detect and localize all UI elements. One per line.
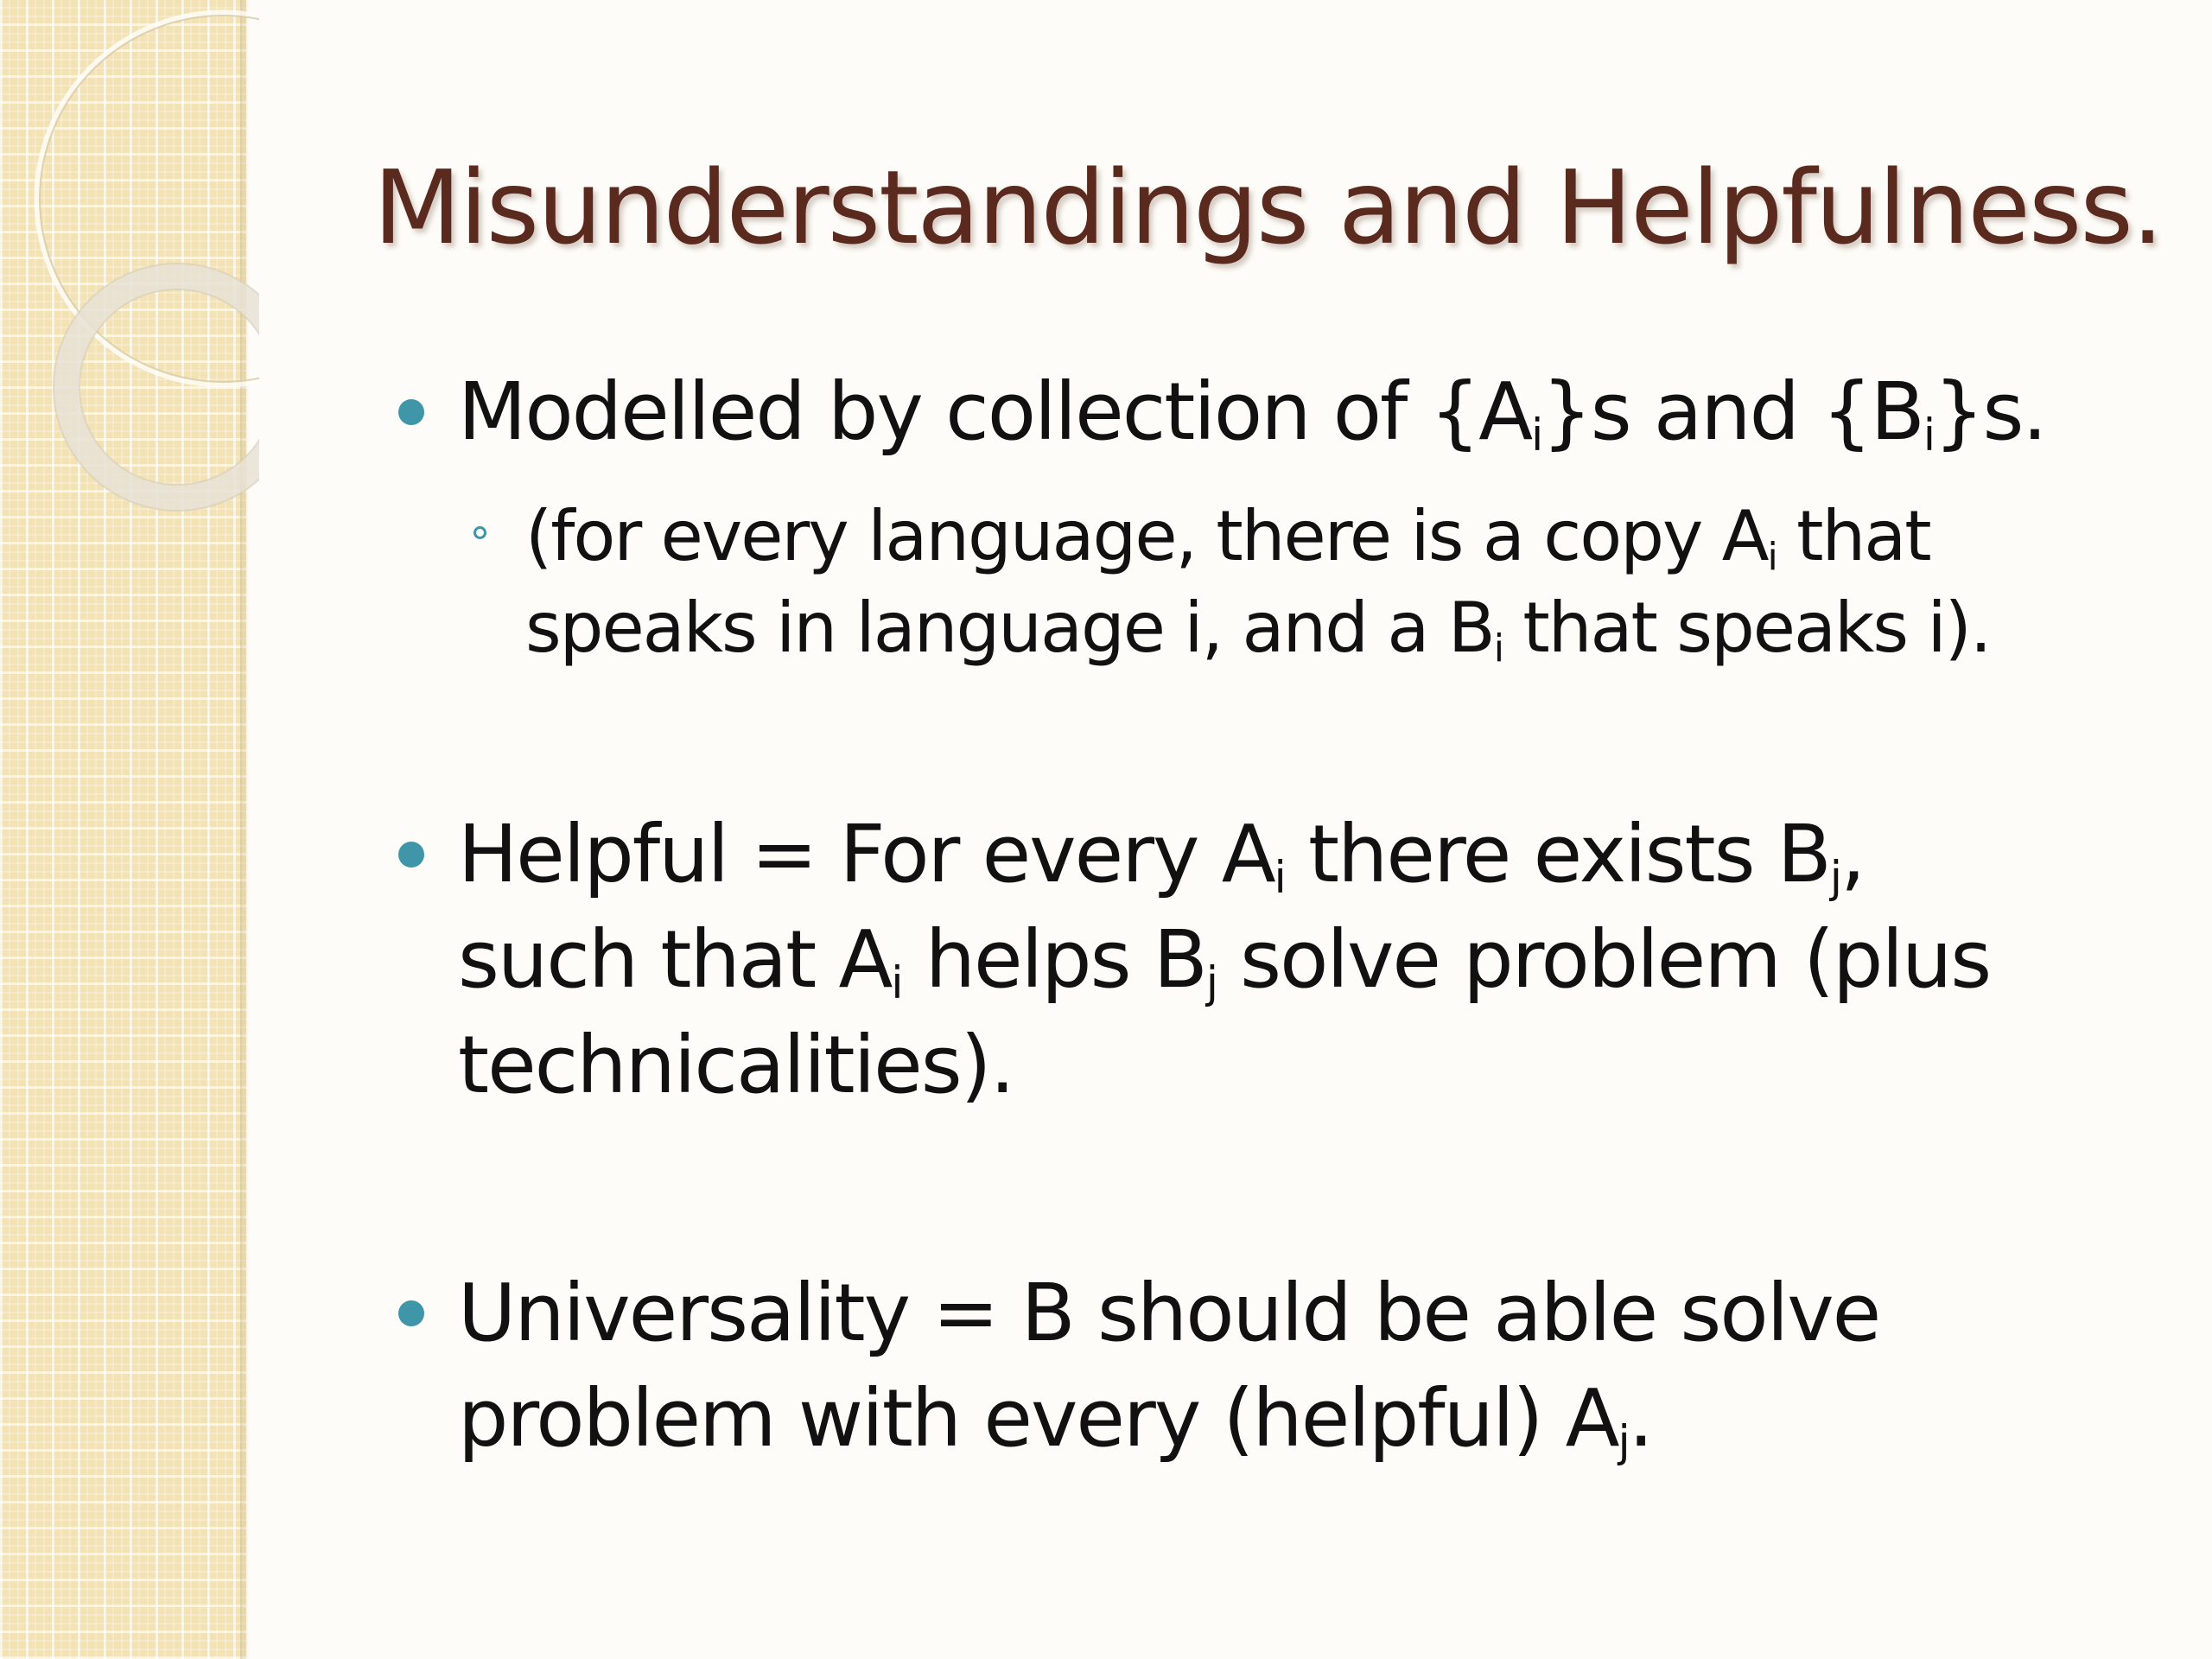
bullet-dot-icon [398,842,424,868]
sub-bullet-item [525,491,2133,674]
text-run: Helpful = For every A [458,808,1274,900]
subscript: j [1205,957,1217,1008]
sub-bullet-ring-icon [474,526,486,539]
subscript: j [1618,1415,1629,1467]
bullet-dot-icon [398,399,424,425]
text-run: that speaks i). [1502,588,1991,668]
subscript: i [1767,535,1777,579]
text-run: }s. [1933,365,2046,458]
text-run: solve problem (plus [1216,913,1991,1006]
text-line [458,802,2126,907]
text-run: problem with every (helpful) A [458,1372,1618,1465]
text-line [458,1013,2126,1118]
text-run: }s and {B [1541,365,1923,458]
slide-title: Misunderstandings and Helpfulness. [373,148,2163,267]
text-run: . [1628,1372,1652,1465]
subscript: i [891,957,902,1008]
bullet-item [458,1261,2126,1471]
subscript: i [1531,409,1542,461]
text-run: technicalities). [458,1019,1014,1111]
text-line [458,1366,2126,1471]
text-run: (for every language, there is a copy A [525,496,1768,576]
text-run: , [1840,808,1865,900]
text-run: Universality = B should be able solve [458,1267,1880,1359]
bullet-dot-icon [398,1300,424,1326]
text-run: such that A [458,913,892,1006]
text-run: there exists B [1284,808,1830,900]
text-line [525,582,2133,674]
text-run: speaks in language i, and a B [525,588,1494,668]
text-line [525,491,2133,582]
text-run: helps B [901,913,1206,1006]
text-line [458,907,2126,1013]
subscript: j [1829,851,1840,903]
subscript: i [1923,409,1934,461]
bullet-item [458,802,2126,1118]
subscript: i [1493,626,1503,671]
text-run: that [1776,496,1930,576]
text-line [458,1261,2126,1366]
bullet-item [458,359,2126,465]
text-line [458,359,2126,465]
subscript: i [1274,851,1285,903]
text-run: Modelled by collection of {A [458,365,1532,458]
